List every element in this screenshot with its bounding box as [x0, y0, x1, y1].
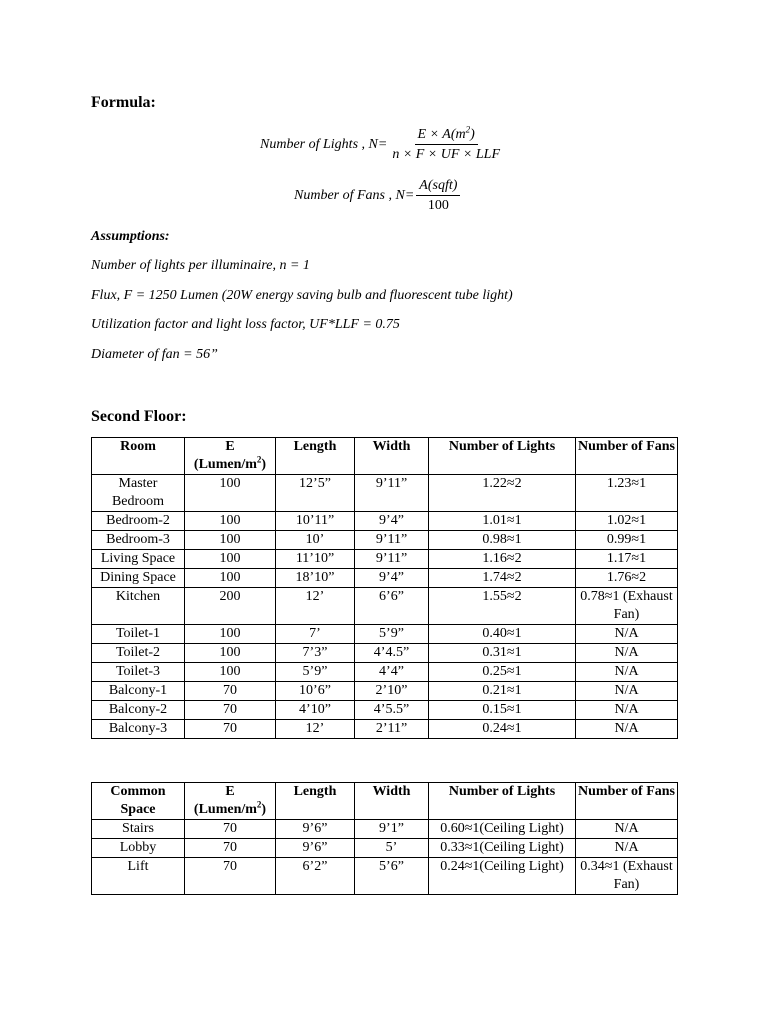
common-space-body: [92, 820, 678, 895]
cell-lights: 0.24≈1(Ceiling Light): [429, 858, 576, 895]
cell-fans: N/A: [576, 682, 678, 701]
header-lights: Number of Lights: [429, 438, 576, 475]
cell-e: 70: [185, 820, 276, 839]
table-row: [92, 720, 678, 739]
header-length: Length: [276, 438, 355, 475]
cell-e: 70: [185, 720, 276, 739]
lights-fraction: [389, 126, 503, 163]
assumption-item: Utilization factor and light loss factor, UF*LLF = 0.75: [91, 317, 400, 332]
table-row: [92, 839, 678, 858]
cell-e: 100: [185, 625, 276, 644]
cell-fans: 0.34≈1 (Exhaust Fan): [576, 858, 678, 895]
cell-width: 9’11”: [355, 531, 429, 550]
cell-fans: 0.78≈1 (Exhaust Fan): [576, 588, 678, 625]
table-header-row: [92, 438, 678, 475]
header-fans: Number of Fans: [576, 783, 678, 820]
cell-length: 5’9”: [276, 663, 355, 682]
header-fans: Number of Fans: [576, 438, 678, 475]
header-e: E $(Lumen/m^2)$: [185, 783, 276, 820]
cell-width: 2’10”: [355, 682, 429, 701]
cell-room: Balcony-3: [92, 720, 185, 739]
common-space-table: [91, 782, 678, 895]
second-floor-table: [91, 437, 678, 739]
cell-fans: 1.76≈2: [576, 569, 678, 588]
table-row: [92, 625, 678, 644]
cell-fans: 1.02≈1: [576, 512, 678, 531]
header-room: Room: [92, 438, 185, 475]
cell-room: Dining Space: [92, 569, 185, 588]
cell-width: 4’4.5”: [355, 644, 429, 663]
cell-e: 100: [185, 569, 276, 588]
cell-length: 12’: [276, 588, 355, 625]
cell-length: 10’6”: [276, 682, 355, 701]
cell-lights: 1.74≈2: [429, 569, 576, 588]
cell-length: 9’6”: [276, 839, 355, 858]
header-lights: Number of Lights: [429, 783, 576, 820]
table-row: [92, 550, 678, 569]
table-row: [92, 531, 678, 550]
table-row: [92, 475, 678, 512]
table-row: [92, 512, 678, 531]
cell-lights: 1.01≈1: [429, 512, 576, 531]
cell-lights: 0.25≈1: [429, 663, 576, 682]
cell-room: Living Space: [92, 550, 185, 569]
cell-lights: 0.24≈1: [429, 720, 576, 739]
cell-length: 6’2”: [276, 858, 355, 895]
second-floor-body: [92, 475, 678, 739]
cell-fans: 1.23≈1: [576, 475, 678, 512]
cell-room: Bedroom-3: [92, 531, 185, 550]
cell-fans: N/A: [576, 701, 678, 720]
lights-numerator: $E \times A(m^2)$: [415, 126, 478, 145]
header-width: Width: [355, 438, 429, 475]
lights-formula-lhs: Number of Lights , N=: [260, 136, 388, 152]
cell-room: Bedroom-2: [92, 512, 185, 531]
cell-e: 100: [185, 644, 276, 663]
cell-room: Balcony-1: [92, 682, 185, 701]
cell-length: 10’11”: [276, 512, 355, 531]
cell-length: 9’6”: [276, 820, 355, 839]
header-length: Length: [276, 783, 355, 820]
cell-lights: 1.16≈2: [429, 550, 576, 569]
cell-e: 100: [185, 663, 276, 682]
fans-formula: [294, 177, 460, 214]
cell-width: 4’5.5”: [355, 701, 429, 720]
formula-heading: Formula:: [91, 94, 156, 111]
cell-room: Toilet-1: [92, 625, 185, 644]
cell-fans: N/A: [576, 663, 678, 682]
cell-fans: N/A: [576, 820, 678, 839]
cell-length: 11’10”: [276, 550, 355, 569]
cell-width: 9’4”: [355, 569, 429, 588]
cell-width: 4’4”: [355, 663, 429, 682]
header-width: Width: [355, 783, 429, 820]
cell-width: 9’4”: [355, 512, 429, 531]
cell-room: Master Bedroom: [92, 475, 185, 512]
assumption-item: Diameter of fan = 56”: [91, 347, 218, 362]
cell-width: 6’6”: [355, 588, 429, 625]
cell-length: 7’: [276, 625, 355, 644]
cell-width: 5’9”: [355, 625, 429, 644]
cell-room: Stairs: [92, 820, 185, 839]
cell-room: Toilet-2: [92, 644, 185, 663]
cell-length: 10’: [276, 531, 355, 550]
cell-fans: 1.17≈1: [576, 550, 678, 569]
cell-e: 100: [185, 475, 276, 512]
table-row: [92, 569, 678, 588]
cell-lights: 0.60≈1(Ceiling Light): [429, 820, 576, 839]
table-row: [92, 858, 678, 895]
cell-width: 9’11”: [355, 550, 429, 569]
cell-e: 100: [185, 550, 276, 569]
cell-length: 4’10”: [276, 701, 355, 720]
cell-lights: 0.21≈1: [429, 682, 576, 701]
cell-width: 9’11”: [355, 475, 429, 512]
cell-lights: 1.22≈2: [429, 475, 576, 512]
cell-room: Toilet-3: [92, 663, 185, 682]
table-header-row: [92, 783, 678, 820]
cell-lights: 0.33≈1(Ceiling Light): [429, 839, 576, 858]
cell-room: Balcony-2: [92, 701, 185, 720]
cell-e: 70: [185, 682, 276, 701]
cell-fans: N/A: [576, 720, 678, 739]
table-row: [92, 682, 678, 701]
header-e: E $(Lumen/m^2)$: [185, 438, 276, 475]
cell-lights: 1.55≈2: [429, 588, 576, 625]
cell-width: 9’1”: [355, 820, 429, 839]
cell-room: Lobby: [92, 839, 185, 858]
cell-width: 5’6”: [355, 858, 429, 895]
cell-lights: 0.40≈1: [429, 625, 576, 644]
cell-e: 70: [185, 858, 276, 895]
fans-formula-lhs: Number of Fans , N=: [294, 187, 415, 203]
cell-length: 7’3”: [276, 644, 355, 663]
cell-lights: 0.31≈1: [429, 644, 576, 663]
table-row: [92, 588, 678, 625]
lights-formula: [260, 126, 503, 163]
cell-lights: 0.15≈1: [429, 701, 576, 720]
lights-denominator: n × F × UF × LLF: [392, 147, 500, 162]
second-floor-heading: Second Floor:: [91, 408, 187, 425]
cell-e: 100: [185, 512, 276, 531]
cell-lights: 0.98≈1: [429, 531, 576, 550]
fans-fraction: [416, 177, 460, 214]
cell-length: 12’: [276, 720, 355, 739]
fans-denominator: 100: [427, 198, 449, 213]
table-row: [92, 663, 678, 682]
cell-e: 70: [185, 839, 276, 858]
assumptions-heading: Assumptions:: [91, 229, 170, 244]
cell-width: 2’11”: [355, 720, 429, 739]
cell-e: 100: [185, 531, 276, 550]
fans-numerator: A(sqft): [416, 177, 460, 196]
table-row: [92, 820, 678, 839]
cell-room: Lift: [92, 858, 185, 895]
assumption-item: Flux, F = 1250 Lumen (20W energy saving bulb and fluorescent tube light): [91, 288, 513, 303]
cell-fans: 0.99≈1: [576, 531, 678, 550]
header-common-space: Common Space: [92, 783, 185, 820]
cell-fans: N/A: [576, 644, 678, 663]
assumption-item: Number of lights per illuminaire, n = 1: [91, 258, 310, 273]
cell-length: 18’10”: [276, 569, 355, 588]
cell-width: 5’: [355, 839, 429, 858]
cell-length: 12’5”: [276, 475, 355, 512]
table-row: [92, 701, 678, 720]
cell-e: 70: [185, 701, 276, 720]
table-row: [92, 644, 678, 663]
cell-fans: N/A: [576, 625, 678, 644]
cell-room: Kitchen: [92, 588, 185, 625]
cell-fans: N/A: [576, 839, 678, 858]
cell-e: 200: [185, 588, 276, 625]
